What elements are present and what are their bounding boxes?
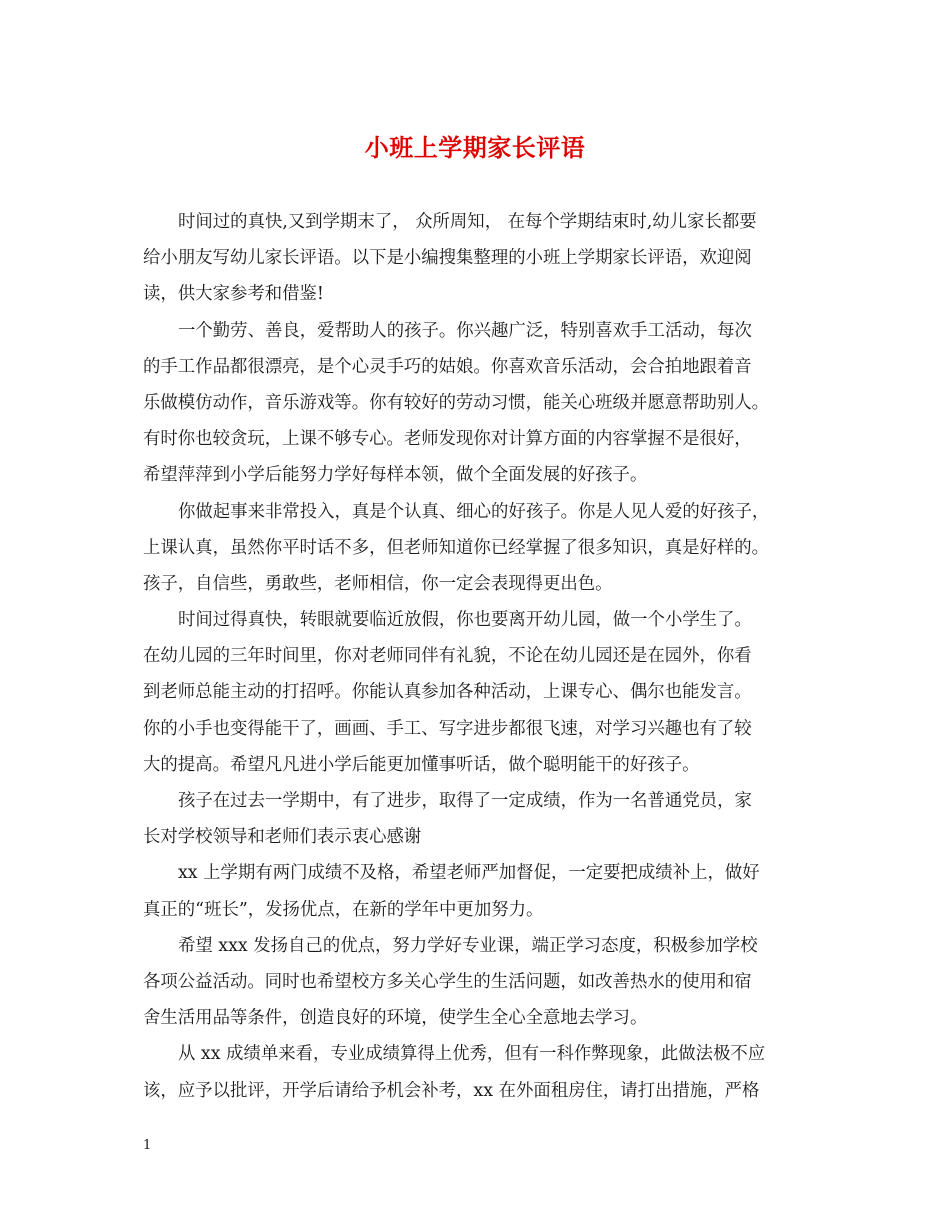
text-line: 该，应予以批评，开学后请给予机会补考，xx 在外面租房住，请打出措施，严格: [143, 1080, 760, 1101]
text-line: 乐做模仿动作，音乐游戏等。你有较好的劳动习惯，能关心班级并愿意帮助别人。: [143, 392, 770, 413]
text-line: 从 xx 成绩单来看，专业成绩算得上优秀，但有一科作弊现象，此做法极不应: [178, 1044, 766, 1065]
text-line: 时间过得真快，转眼就要临近放假，你也要离开幼儿园，做一个小学生了。: [178, 610, 752, 631]
text-line: xx 上学期有两门成绩不及格，希望老师严加督促，一定要把成绩补上，做好: [178, 863, 760, 884]
text-line: 读，供大家参考和借鉴!: [143, 284, 324, 305]
text-line: 你做起事来非常投入，真是个认真、细心的好孩子。你是人见人爱的好孩子，: [178, 501, 770, 522]
text-line: 在幼儿园的三年时间里，你对老师同伴有礼貌，不论在幼儿园还是在园外，你看: [143, 646, 752, 667]
text-line: 孩子在过去一学期中，有了进步，取得了一定成绩，作为一名普通党员，家: [178, 791, 752, 811]
text-line: 大的提高。希望凡凡进小学后能更加懂事听话，做个聪明能干的好孩子。: [143, 754, 700, 775]
text-line: 长对学校领导和老师们表示衷心感谢: [143, 827, 422, 848]
text-line: 到老师总能主动的打招呼。你能认真参加各种活动，上课专心、偶尔也能发言。: [143, 682, 752, 703]
document-body: [143, 204, 809, 1109]
text-line: 希望萍萍到小学后能努力学好每样本领，做个全面发展的好孩子。: [143, 465, 648, 486]
text-line: 你的小手也变得能干了，画画、手工、写字进步都很飞速，对学习兴趣也有了较: [143, 718, 752, 739]
text-line: 真正的“班长”，发扬优点，在新的学年中更加努力。: [143, 899, 544, 920]
text-line: 时间过的真快,又到学期末了， 众所周知， 在每个学期结束时,幼儿家长都要: [178, 212, 757, 232]
text-line: 的手工作品都很漂亮，是个心灵手巧的姑娘。你喜欢音乐活动，会合拍地跟着音: [143, 356, 752, 377]
text-line: 各项公益活动。同时也希望校方多关心学生的生活问题，如改善热水的使用和宿: [143, 971, 752, 992]
text-line: 舍生活用品等条件，创造良好的环境，使学生全心全意地去学习。: [143, 1008, 648, 1029]
page-number: 1: [143, 1138, 152, 1153]
text-line: 希望 xxx 发扬自己的优点，努力学好专业课，端正学习态度，积极参加学校: [178, 935, 758, 956]
text-line: 给小朋友写幼儿家长评语。以下是小编搜集整理的小班上学期家长评语，欢迎阅: [143, 248, 752, 269]
text-line: 一个勤劳、善良，爱帮助人的孩子。你兴趣广泛，特别喜欢手工活动，每次: [178, 320, 752, 341]
text-line: 孩子，自信些，勇敢些，老师相信，你一定会表现得更出色。: [143, 573, 613, 594]
text-line: 有时你也较贪玩，上课不够专心。老师发现你对计算方面的内容掌握不是很好，: [143, 429, 752, 450]
text-line: 上课认真，虽然你平时话不多，但老师知道你已经掌握了很多知识，真是好样的。: [143, 537, 770, 558]
document-title: 小班上学期家长评语: [364, 133, 586, 162]
